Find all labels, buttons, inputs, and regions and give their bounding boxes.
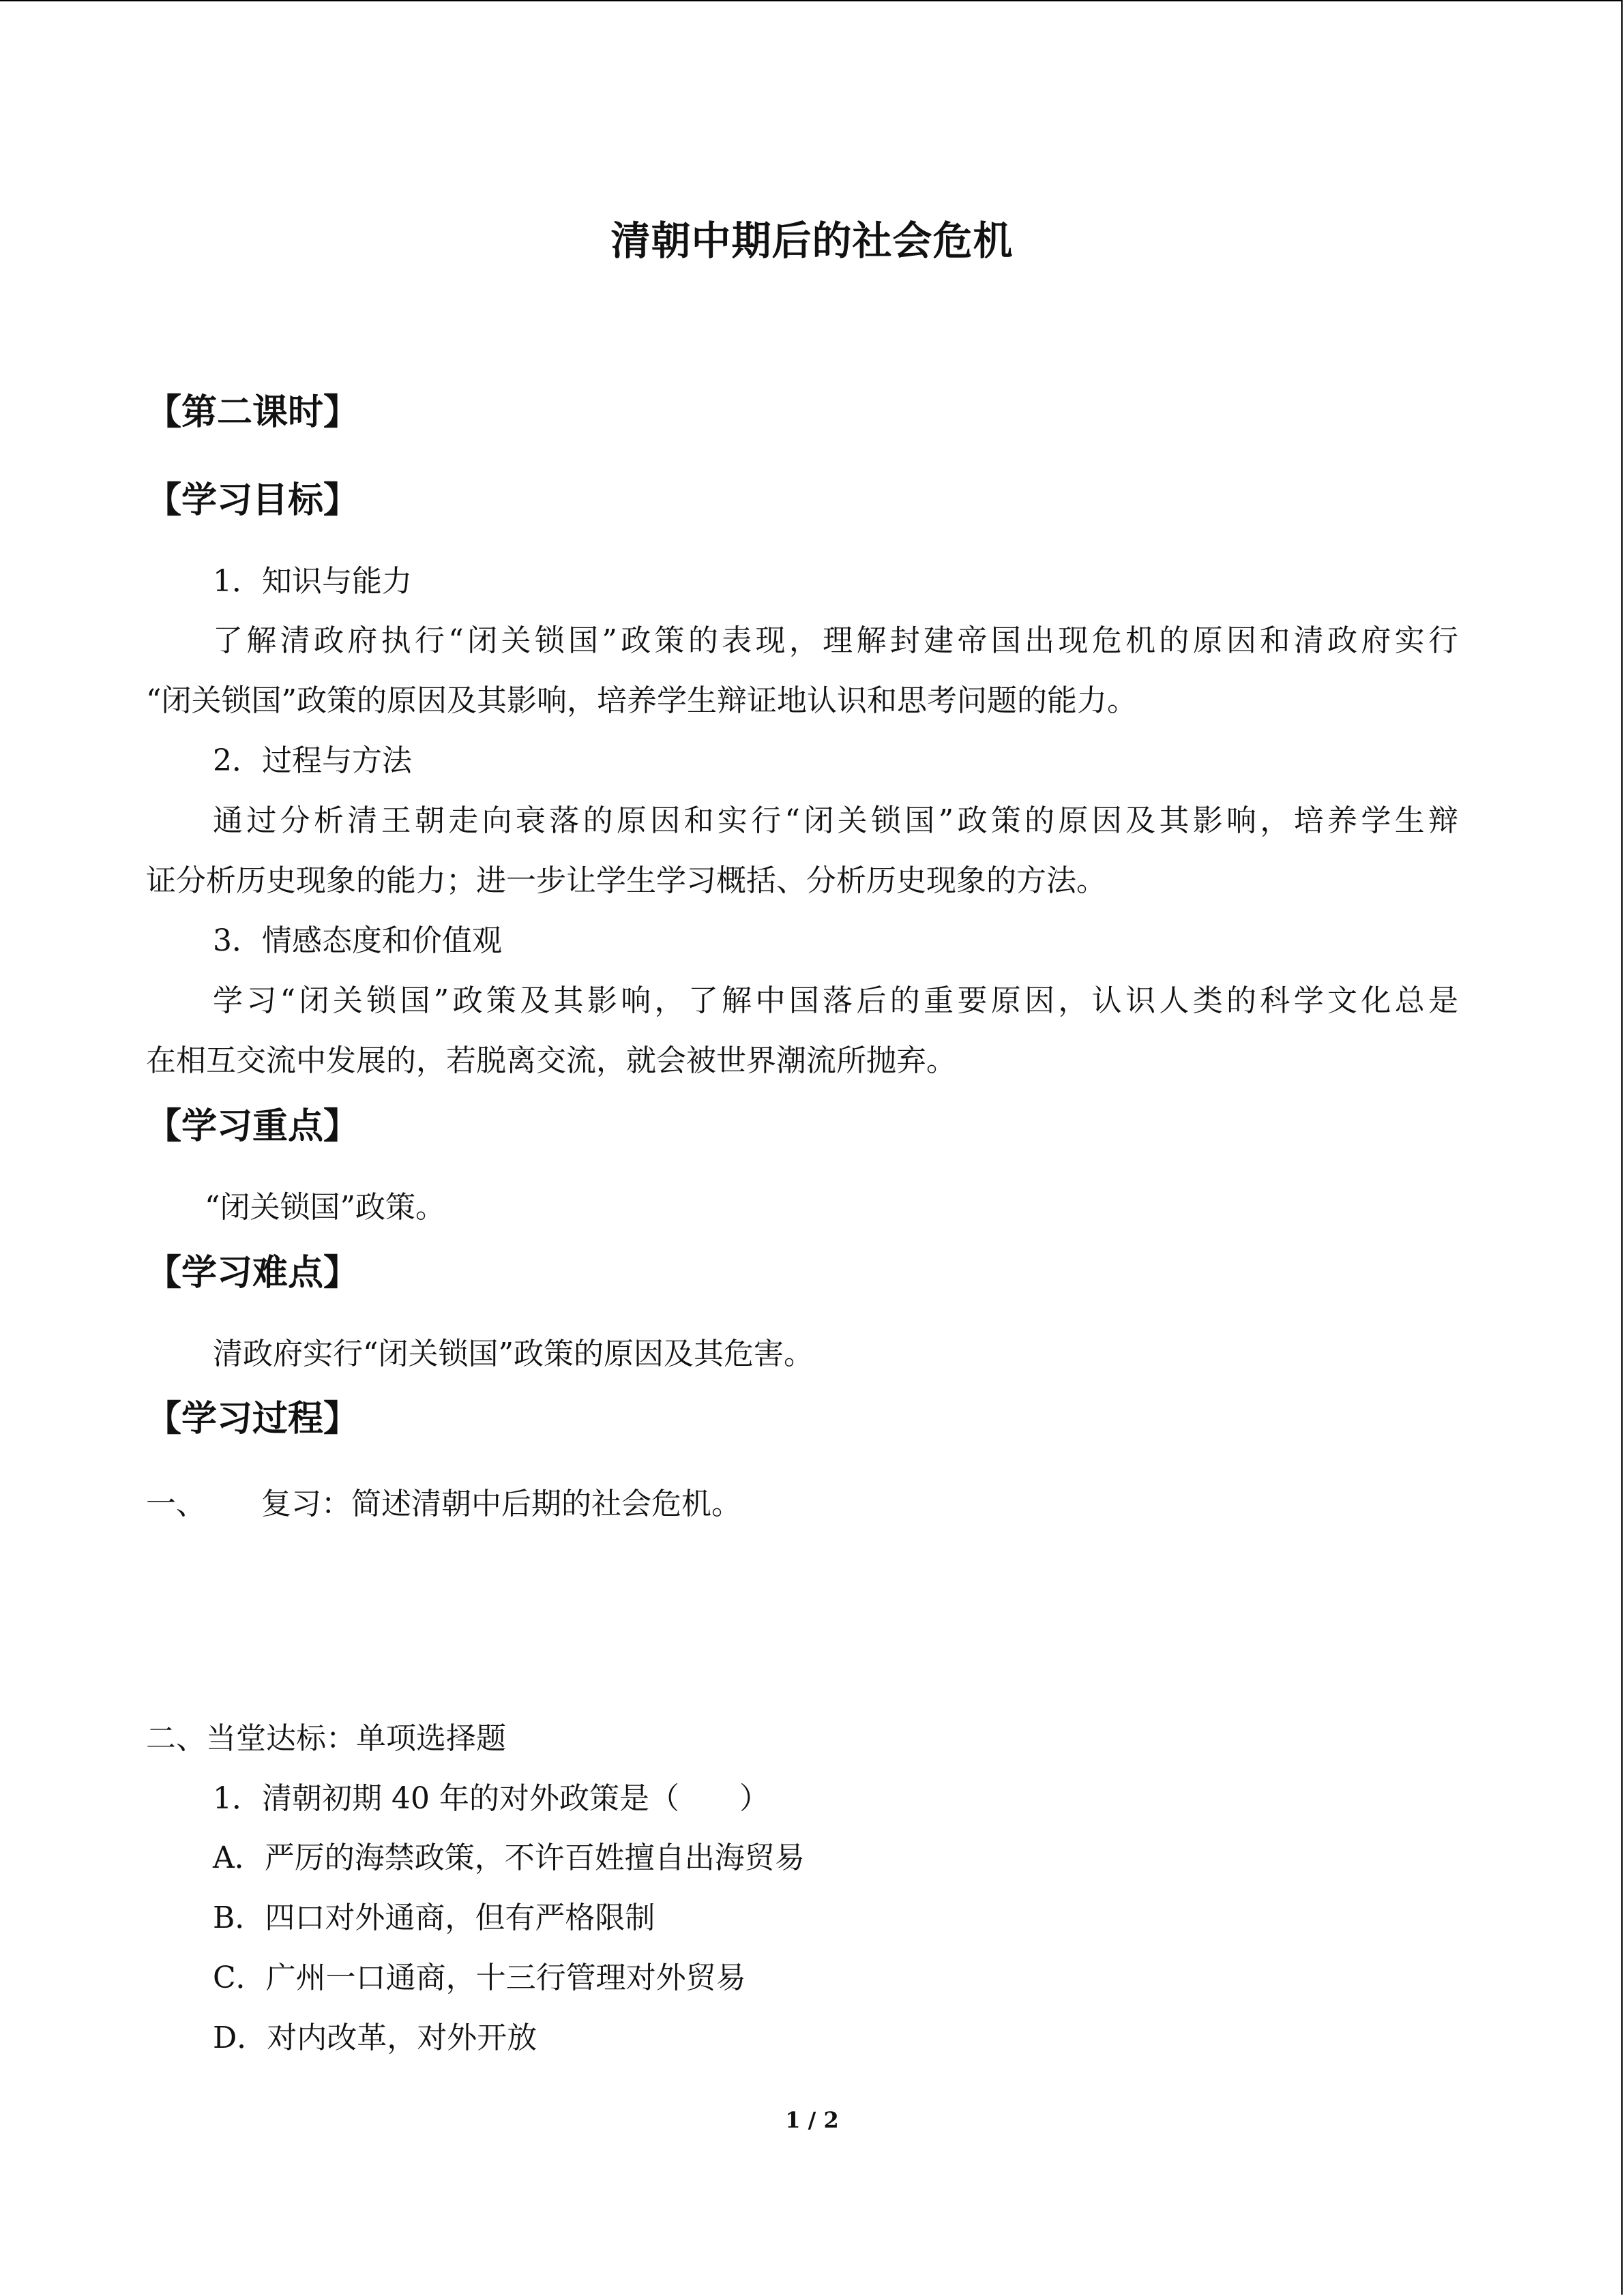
review-number: 一、 <box>146 1487 206 1521</box>
goal3-line2: 在相互交流中发展的，若脱离交流，就会被世界潮流所抛弃。 <box>146 1043 956 1078</box>
page-title: 清朝中期后的社会危机 <box>610 218 1014 264</box>
goal3-line1: 学习“闭关锁国”政策及其影响，了解中国落后的重要原因，认识人类的科学文化总是 <box>213 983 1458 1018</box>
key-points-heading: 【学习重点】 <box>146 1106 359 1147</box>
goal1-line1: 了解清政府执行“闭关锁国”政策的表现，理解封建帝国出现危机的原因和清政府实行 <box>213 623 1458 658</box>
question-1-option-c: C．广州一口通商，十三行管理对外贸易 <box>213 1960 746 1995</box>
lesson-heading: 【第二课时】 <box>146 392 359 433</box>
page-number: 1 / 2 <box>785 2107 839 2133</box>
question-1: 1．清朝初期 40 年的对外政策是（ ） <box>213 1781 769 1816</box>
goals-heading: 【学习目标】 <box>146 480 359 521</box>
question-1-option-b: B．四口对外通商，但有严格限制 <box>213 1900 655 1935</box>
goal1-line2: “闭关锁国”政策的原因及其影响，培养学生辩证地认识和思考问题的能力。 <box>146 683 1137 718</box>
difficulty-heading: 【学习难点】 <box>146 1253 359 1294</box>
goal1-title: 1．知识与能力 <box>213 564 412 599</box>
practice-heading: 二、当堂达标：单项选择题 <box>146 1721 506 1756</box>
goal2-line2: 证分析历史现象的能力；进一步让学生学习概括、分析历史现象的方法。 <box>146 863 1106 898</box>
review-text: 复习：简述清朝中后期的社会危机。 <box>261 1487 741 1521</box>
question-1-option-a: A．严厉的海禁政策，不许百姓擅自出海贸易 <box>213 1840 805 1875</box>
process-heading: 【学习过程】 <box>146 1399 359 1440</box>
key-points-text: “闭关锁国”政策。 <box>205 1190 445 1225</box>
goal2-line1: 通过分析清王朝走向衰落的原因和实行“闭关锁国”政策的原因及其影响，培养学生辩 <box>213 803 1458 838</box>
question-1-option-d: D．对内改革，对外开放 <box>213 2021 537 2055</box>
difficulty-text: 清政府实行“闭关锁国”政策的原因及其危害。 <box>213 1337 814 1371</box>
goal3-title: 3．情感态度和价值观 <box>213 923 502 958</box>
goal2-title: 2．过程与方法 <box>213 743 412 778</box>
